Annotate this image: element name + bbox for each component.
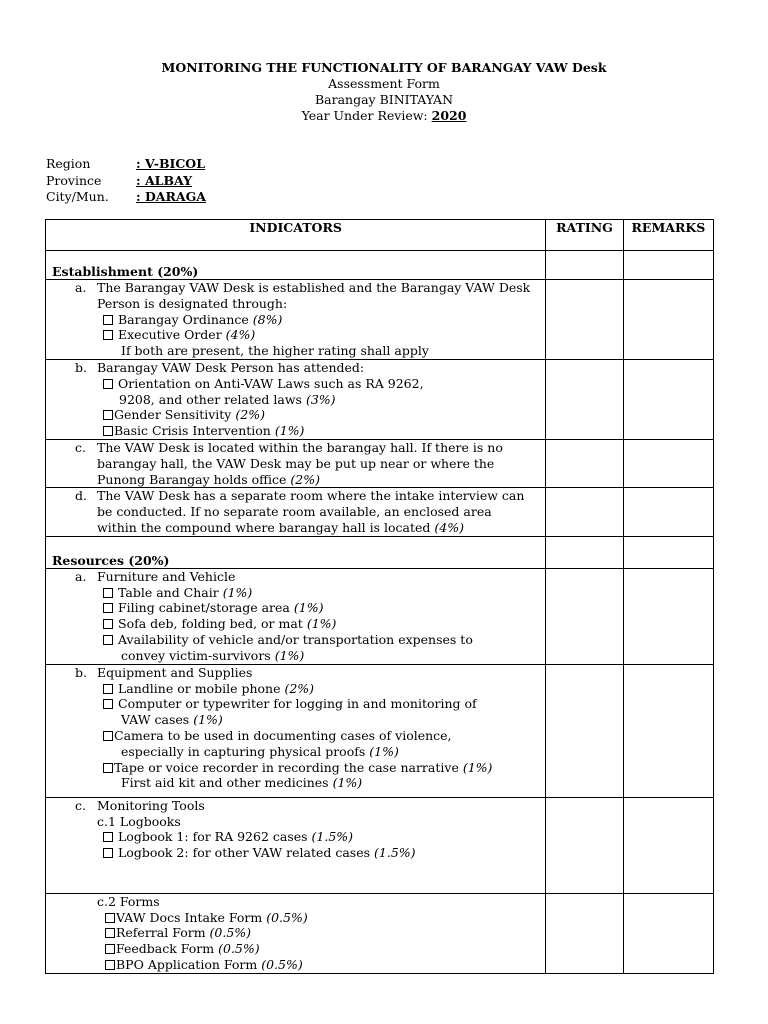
remarks-cell[interactable] (623, 536, 713, 568)
option-label: First aid kit and other medicines (121, 775, 329, 791)
remarks-cell[interactable] (623, 280, 713, 360)
option-label: VAW Docs Intake Form (116, 909, 263, 925)
option-weight: (1%) (193, 712, 223, 728)
item-marker: b. (75, 360, 87, 375)
checkbox[interactable] (103, 379, 113, 389)
option-continuation (46, 712, 545, 728)
indicator-a-cell (46, 280, 546, 360)
checkbox-option (46, 423, 545, 439)
checkbox-option (46, 327, 545, 343)
option-label: Sofa deb, folding bed, or mat (118, 616, 303, 632)
option-weight: (1%) (369, 743, 399, 759)
checkbox[interactable] (105, 960, 115, 970)
checkbox-option (46, 312, 545, 328)
indicator-line (46, 520, 545, 536)
option-weight: (0.5%) (209, 925, 252, 941)
checkbox-option (46, 376, 545, 392)
checkbox-option (46, 616, 545, 632)
option-label: Camera to be used in documenting cases of violence, (114, 727, 452, 743)
section-resources: Resources (20%) (46, 536, 546, 568)
option-label: Logbook 2: for other VAW related cases (118, 845, 371, 861)
table-header-row (46, 220, 714, 251)
year-line (0, 108, 768, 124)
checkbox[interactable] (103, 684, 113, 694)
option-label: Logbook 1: for RA 9262 cases (118, 829, 308, 845)
indicator-text: Furniture and Vehicle (97, 568, 236, 584)
option-label: Landline or mobile phone (118, 680, 281, 696)
option-weight: (2%) (284, 680, 315, 696)
remarks-cell[interactable] (623, 488, 713, 536)
checkbox[interactable] (105, 944, 115, 954)
checkbox[interactable] (103, 330, 113, 340)
indicator-line (46, 360, 545, 376)
checkbox-option (46, 632, 545, 648)
option-weight: (0.5%) (218, 941, 260, 957)
location-info (46, 156, 206, 206)
region-value: : V-BICOL (136, 156, 205, 171)
indicator-line (46, 280, 545, 296)
option-weight: (1%) (293, 600, 324, 616)
col-rating: RATING (546, 220, 624, 251)
resource-c-cell (46, 797, 546, 893)
rating-cell[interactable] (546, 568, 624, 664)
checkbox-option (46, 829, 545, 845)
form-subtitle: Assessment Form (328, 76, 440, 91)
item-marker: a. (75, 280, 87, 295)
remarks-cell[interactable] (623, 360, 713, 440)
remarks-cell[interactable] (623, 440, 713, 488)
rating-cell[interactable] (546, 797, 624, 893)
indicator-text: The VAW Desk is located within the barangay hall. If there is no (97, 440, 503, 455)
option-label: VAW cases (121, 712, 190, 728)
checkbox[interactable] (103, 603, 113, 613)
checkbox[interactable] (103, 426, 113, 436)
province-label: Province (46, 172, 102, 188)
year-label: Year Under Review: (301, 108, 428, 123)
rating-cell[interactable] (546, 251, 624, 280)
item-marker: c. (75, 440, 86, 455)
option-weight: (1%) (306, 616, 337, 632)
option-weight: (8%) (252, 311, 283, 327)
table-row (46, 797, 714, 893)
indicator-text: The VAW Desk has a separate room where the intake interview can (97, 488, 525, 504)
table-row (46, 568, 714, 664)
option-label: Computer or typewriter for logging in and monitoring of (118, 696, 477, 712)
table-row (46, 893, 714, 973)
region-label: Region (46, 156, 91, 171)
resource-c2-cell (46, 893, 546, 973)
remarks-cell[interactable] (623, 797, 713, 893)
indicator-text: Barangay VAW Desk Person has attended: (97, 360, 365, 375)
checkbox-option (46, 957, 545, 973)
option-weight: (1%) (222, 584, 253, 600)
option-weight: (1.5%) (311, 829, 354, 845)
city-value: : DARAGA (136, 189, 206, 204)
region-row (46, 156, 206, 173)
table-row (46, 664, 714, 797)
option-label: BPO Application Form (116, 956, 258, 972)
option-weight: (1%) (332, 775, 363, 791)
option-label: 9208, and other related laws (119, 391, 302, 407)
table-row (46, 440, 714, 488)
subsection-label: c.1 Logbooks (97, 813, 181, 829)
option-weight: (0.5%) (266, 909, 308, 925)
province-value: : ALBAY (136, 172, 193, 188)
indicator-text: within the compound where barangay hall is located (97, 519, 431, 535)
section-establishment: Establishment (20%) (46, 251, 546, 280)
indicator-line (46, 440, 545, 456)
rating-cell[interactable] (546, 440, 624, 488)
option-label: Basic Crisis Intervention (114, 423, 271, 439)
subsection-label: c.2 Forms (97, 893, 160, 909)
checkbox[interactable] (105, 913, 115, 923)
indicators-table (45, 219, 714, 974)
rating-cell[interactable] (546, 488, 624, 536)
indicator-c-cell (46, 440, 546, 488)
option-label: Referral Form (116, 925, 206, 941)
rating-cell[interactable] (546, 893, 624, 973)
option-label: Table and Chair (118, 584, 219, 600)
option-continuation (46, 648, 545, 664)
item-marker: a. (75, 568, 87, 584)
option-label: especially in capturing physical proofs (121, 743, 366, 759)
table-row (46, 488, 714, 536)
option-weight: (4%) (225, 327, 256, 343)
indicator-note: If both are present, the higher rating shall apply (121, 343, 429, 359)
option-label: Availability of vehicle and/or transportation expenses to (118, 631, 473, 647)
resource-b-cell (46, 664, 546, 797)
option-continuation (46, 744, 545, 760)
option-weight: (3%) (305, 391, 336, 407)
checkbox-option (46, 681, 545, 697)
barangay-name: Barangay BINITAYAN (314, 92, 454, 107)
checkbox[interactable] (103, 635, 113, 645)
rating-cell[interactable] (546, 280, 624, 360)
option-weight: (1%) (274, 647, 305, 663)
option-weight: (1%) (274, 423, 305, 439)
checkbox[interactable] (105, 928, 115, 938)
indicator-text: be conducted. If no separate room available, an enclosed area (97, 504, 492, 520)
table-row (46, 360, 714, 440)
option-weight: (0.5%) (261, 956, 303, 972)
option-label: Filing cabinet/storage area (118, 600, 290, 616)
option-label: Tape or voice recorder in recording the case narrative (114, 759, 459, 775)
option-weight: (1.5%) (374, 845, 416, 861)
checkbox[interactable] (103, 832, 113, 842)
indicator-b-cell (46, 360, 546, 440)
item-marker: d. (75, 488, 87, 504)
checkbox[interactable] (103, 315, 113, 325)
section-row-establishment (46, 251, 714, 280)
option-label: Gender Sensitivity (114, 407, 236, 423)
checkbox[interactable] (103, 619, 113, 629)
item-marker: c. (75, 797, 86, 813)
checkbox[interactable] (103, 731, 113, 741)
indicator-text: Punong Barangay holds office (97, 471, 287, 487)
checkbox-option (46, 760, 545, 776)
checkbox[interactable] (103, 410, 113, 420)
option-label: Barangay Ordinance (118, 311, 249, 327)
checkbox-option (46, 585, 545, 601)
indicator-text: Person is designated through: (97, 295, 288, 311)
indicator-line (46, 488, 545, 504)
checkbox[interactable] (103, 699, 113, 709)
option-weight: (2%) (235, 407, 265, 423)
col-remarks: REMARKS (623, 220, 713, 251)
checkbox-option (46, 407, 545, 423)
table-row (46, 280, 714, 360)
form-title: MONITORING THE FUNCTIONALITY OF BARANGAY VAW Desk (161, 60, 607, 75)
item-marker: b. (75, 664, 87, 680)
option-label: Executive Order (118, 327, 222, 343)
city-row (46, 189, 206, 206)
indicator-text: barangay hall, the VAW Desk may be put up near or where the (97, 455, 495, 471)
remarks-cell[interactable] (623, 568, 713, 664)
option-label: Orientation on Anti-VAW Laws such as RA 9262, (118, 375, 424, 391)
option-continuation (46, 392, 545, 408)
indicator-text: Equipment and Supplies (97, 664, 253, 680)
option-label: convey victim-survivors (121, 647, 271, 663)
option-weight: (1%) (462, 759, 493, 775)
indicator-line (46, 798, 545, 814)
indicator-line (46, 472, 545, 488)
province-row (46, 173, 206, 190)
remarks-cell[interactable] (623, 893, 713, 973)
checkbox[interactable] (103, 588, 113, 598)
rating-cell[interactable] (546, 360, 624, 440)
section-row-resources (46, 536, 714, 568)
option-weight: (4%) (434, 519, 464, 535)
checkbox-option (46, 600, 545, 616)
option-label: Feedback Form (116, 941, 215, 957)
checkbox[interactable] (103, 848, 113, 858)
checkbox-option (46, 910, 545, 926)
indicator-d-cell (46, 488, 546, 536)
checkbox[interactable] (103, 763, 113, 773)
indicator-line (46, 665, 545, 681)
checkbox-option (46, 728, 545, 744)
checkbox-option (46, 696, 545, 712)
remarks-cell[interactable] (623, 664, 713, 797)
remarks-cell[interactable] (623, 251, 713, 280)
checkbox-option (46, 941, 545, 957)
rating-cell[interactable] (546, 536, 624, 568)
indicator-text: Monitoring Tools (97, 797, 205, 813)
year-value: 2020 (431, 108, 467, 123)
resource-a-cell (46, 568, 546, 664)
indicator-line (46, 569, 545, 585)
city-label: City/Mun. (46, 189, 109, 204)
checkbox-option (46, 925, 545, 941)
form-header (0, 60, 768, 124)
option-continuation (46, 775, 545, 791)
indicator-text: The Barangay VAW Desk is established and the Barangay VAW Desk (97, 280, 531, 295)
rating-cell[interactable] (546, 664, 624, 797)
checkbox-option (46, 845, 545, 861)
col-indicators: INDICATORS (46, 220, 546, 251)
option-weight: (2%) (290, 471, 321, 487)
